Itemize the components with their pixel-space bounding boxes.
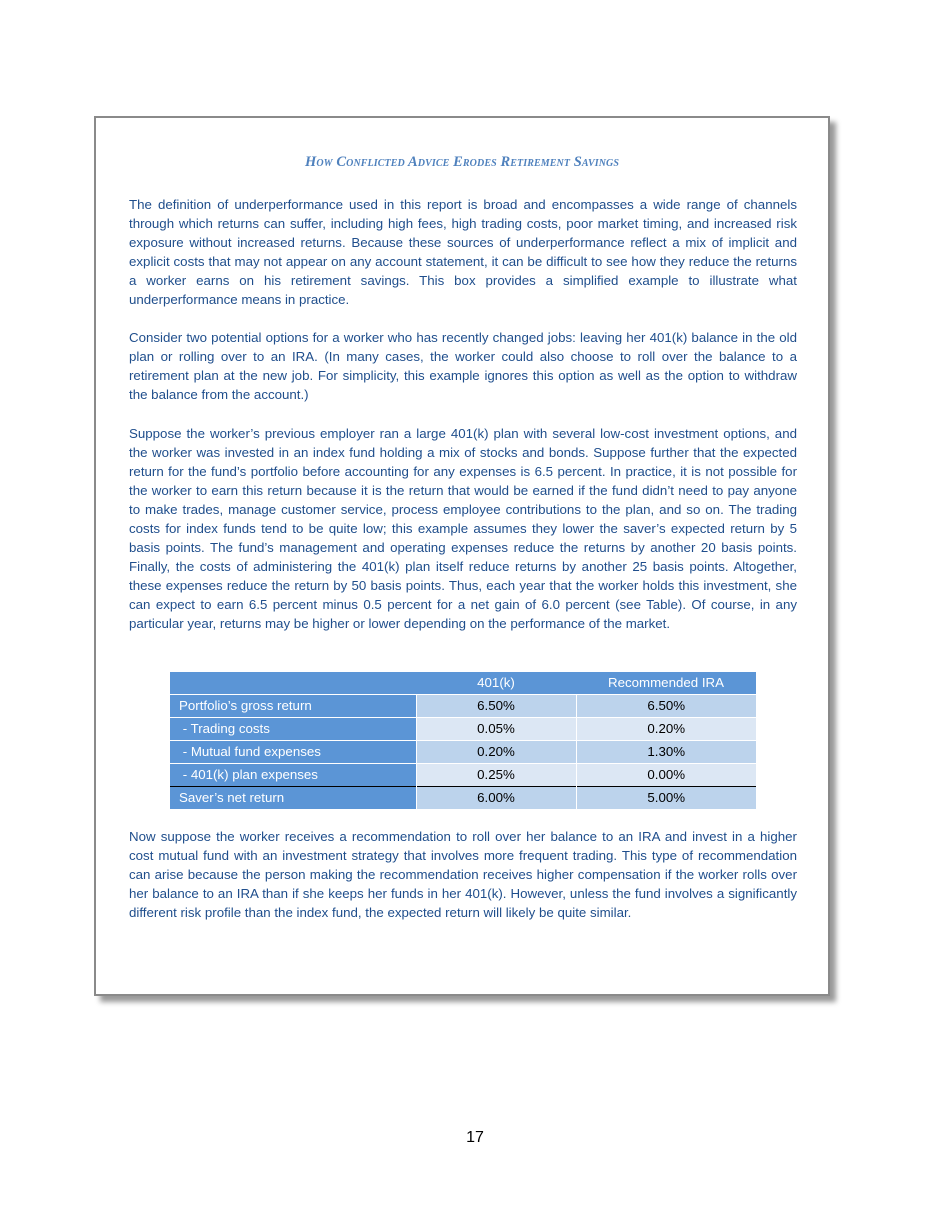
cell-401k: 6.50% xyxy=(416,695,576,718)
row-label: - Trading costs xyxy=(170,718,416,741)
table-row xyxy=(170,718,756,741)
box-title: How Conflicted Advice Erodes Retirement Savings xyxy=(304,154,620,170)
cell-ira: 1.30% xyxy=(576,741,756,764)
row-label: Portfolio’s gross return xyxy=(170,695,416,718)
row-label: Saver’s net return xyxy=(170,787,416,810)
cell-ira: 6.50% xyxy=(576,695,756,718)
cell-ira: 0.20% xyxy=(576,718,756,741)
cell-401k: 0.20% xyxy=(416,741,576,764)
table-row xyxy=(170,741,756,764)
paragraph-options: Consider two potential options for a worker who has recently changed jobs: leaving her 401(k) balance in the old plan or rolling over to an IRA. (In many cases, the worker could also choose to roll over the balance to a retirement plan at the new job. For simplicity, this example ignores this option as well as the option to withdraw the balance from the account.) xyxy=(129,330,797,402)
table-row-total xyxy=(170,787,756,810)
cell-ira: 0.00% xyxy=(576,764,756,787)
cell-401k: 0.05% xyxy=(416,718,576,741)
cell-401k: 6.00% xyxy=(416,787,576,810)
table-row xyxy=(170,695,756,718)
row-label: - Mutual fund expenses xyxy=(170,741,416,764)
paragraph-definition: The definition of underperformance used in this report is broad and encompasses a wide range of channels through which returns can suffer, including high fees, high trading costs, poor market timing, and increased risk exposure without increased returns. Because these sources of underperformance reflect a mix of implicit and explicit costs that may not appear on any account statement, it can be difficult to see how they reduce the returns a worker earns on his retirement savings. This box provides a simplified example to illustrate what underperformance means in practice. xyxy=(129,197,797,307)
cell-401k: 0.25% xyxy=(416,764,576,787)
cell-ira: 5.00% xyxy=(576,787,756,810)
table-header-blank xyxy=(170,672,416,695)
table-header-ira: Recommended IRA xyxy=(576,672,756,695)
page-number: 17 xyxy=(466,1129,484,1146)
paragraph-example: Suppose the worker’s previous employer ran a large 401(k) plan with several low-cost investment options, and the worker was invested in an index fund holding a mix of stocks and bonds. Suppose further that the expected return for the fund’s portfolio before accounting for any expenses is 6.5 percent. In practice, it is not possible for the worker to earn this return because it is the return that would be earned if the fund didn’t need to pay anyone to make trades, manage customer service, process employee contributions to the plan, and so on. The trading costs for index funds tend to be quite low; this example assumes they lower the saver’s expected return by 5 basis points. The fund’s management and operating expenses reduce the returns by another 20 basis points. Finally, the costs of administering the 401(k) plan itself reduce returns by another 25 basis points. Altogether, these expenses reduce the return by 50 basis points. Thus, each year that the worker holds this investment, she can expect to earn 6.5 percent minus 0.5 percent for a net gain of 6.0 percent (see Table). Of course, in any particular year, returns may be higher or lower depending on the performance of the market. xyxy=(129,426,797,631)
table-header-row xyxy=(170,672,756,695)
table-header-401k: 401(k) xyxy=(416,672,576,695)
returns-table xyxy=(170,672,756,809)
table-row xyxy=(170,764,756,787)
row-label: - 401(k) plan expenses xyxy=(170,764,416,787)
text-box xyxy=(94,116,830,996)
paragraph-recommendation: Now suppose the worker receives a recommendation to roll over her balance to an IRA and invest in a higher cost mutual fund with an investment strategy that involves more frequent trading. This type of recommendation can arise because the person making the recommendation receives higher compensation if the worker rolls over her balance to an IRA than if she keeps her funds in her 401(k). However, unless the fund involves a significantly different risk profile than the index fund, the expected return will likely be quite similar. xyxy=(129,829,797,920)
